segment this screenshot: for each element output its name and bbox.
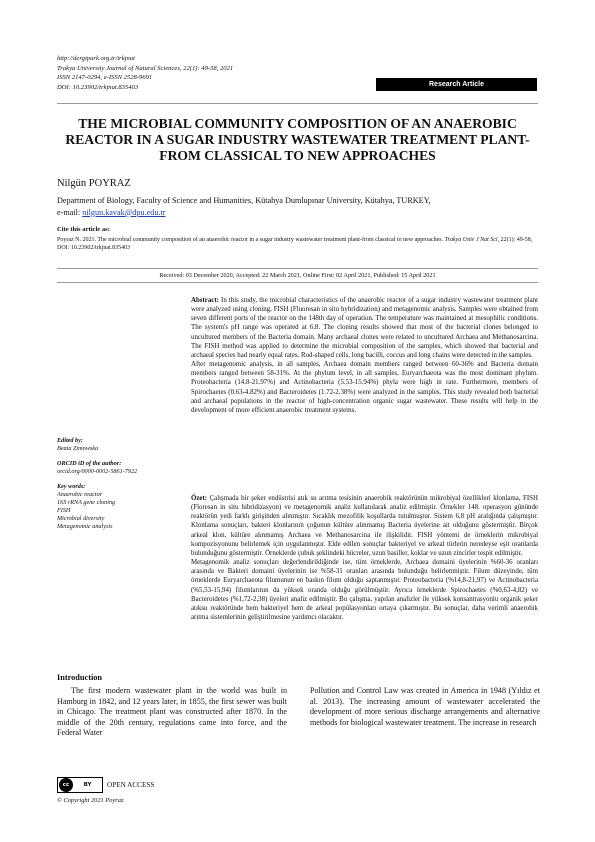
ozet-paragraph-2: Metagenomik analiz sonuçları değerlendirildiğinde ise, tüm örneklerde, Archaea domaini üyelerinin %60-36 oranları arasında ve Bakteri domaini üyelerinin ise %58-31 oranları arasında bulunduğu belirlenmiştir. Filum düzeyinde, tüm örneklerde Euryarchaeota filumunun en baskın filum olduğu saptanmıştır. Proteobacteria (%14,8-21,97) ve Actinobacteria (%5,53-15,94) filumlarının da yüksek oranda olduğu görülmüştür. Ayrıca örneklerde Spirochaetes (%0,63-4,82) ve Bacteroidetes (%1,72-2,38) üyeleri analiz edilmiştir. Bu çalışma, yapılan analizler ile yüksek konsantrasyonlu organik şeker atıksu reaktöründe hem bakteriyel hem de arkeal popülasyonları ortaya çıkarmıştır. Bu sonuçlar, daha verimli anaerobik arıtma sistemlerinin geliştirilmesine yardımcı olacaktır. <box>191 559 538 622</box>
introduction-heading: Introduction <box>57 673 103 682</box>
editor-block <box>57 437 182 453</box>
abstract-paragraph-2: After metagenomic analysis, in all samples, Archaea domain members ranged between 60-36% and Bacteria domain members ranged between 58-31%. At the phylum level, in all samples, Euryarchaeota was the most dominant phylum. Proteobacteria (14.8-21.97%) and Actinobacteria (5.53-15.94%) phyla were high in rate. Furthermore, members of Spirochaetes (0.63-4.82%) and Bacteroidetes (1.72-2.38%) were analyzed in the samples. This study revealed both bacterial and archaeal populations in the reactor of high-concentration organic sugar wastewater. These results will help in the development of more efficient anaerobic treatment systems. <box>191 361 538 414</box>
open-access-label: OPEN ACCESS <box>107 781 155 789</box>
article-sidebar <box>57 437 182 538</box>
keyword: FISH <box>57 507 71 514</box>
abstract-paragraph-1 <box>191 296 538 360</box>
email-link[interactable]: nilgun.kavak@dpu.edu.tr <box>82 207 166 217</box>
research-article-badge: Research Article <box>376 78 537 91</box>
header-divider <box>57 103 538 104</box>
edited-by-label: Edited by: <box>57 437 83 444</box>
cc-by-license-icon[interactable] <box>57 777 103 793</box>
cite-journal: Trakya Univ J Nat Sci, <box>444 237 500 243</box>
keyword: Metagenomic analysis <box>57 523 113 530</box>
keywords-label: Key words: <box>57 483 86 490</box>
cite-heading: Cite this article as: <box>57 226 110 233</box>
affiliation-text: Department of Biology, Faculty of Science and Humanities, Kütahya Dumlupınar University, Kütahya, TURKEY, <box>57 196 431 205</box>
editor-name: Beata Zimowska <box>57 445 99 452</box>
abstract-text-1: In this study, the microbial characteristics of the anaerobic reactor of a sugar industry wastewater treatment plant were analyzed using cloning, FISH (Fluoresan in situ hybridization) and metagenomic analysis. Samples were obtained from seven different ports of the reactor on the 148th day of operation. The temperature was maintained at mesophilic conditions. The system's pH range was operated at 6.8. The cloning results showed that most of the bacterial clones belonged to uncultured members of the Bacteria domain. Many archaeal clones were related to uncultured Archaea and Methanosarcina. The FISH method was applied to determine the microbial composition of the samples, which showed that bacterial and archaeal species had nearly equal rates. Rod-shaped cells, long bacilli, coccus and long chains were detected in the samples. <box>191 297 538 359</box>
intro-left-column: The first modern wastewater plant in the world was built in Hamburg in 1842, and 12 years later, in 1855, the first sewer was built in Chicago. The treatment plant was constructed after 1870. In the middle of the 20th century, regulations came into force, and the Federal Water <box>57 686 287 738</box>
article-dates: Received: 03 December 2020, Accepted: 22 March 2021, Online First: 02 April 2021, Published: 15 April 2021 <box>57 268 538 283</box>
ozet-text-1: Çalışmada bir şeker endüstrisi atık su arıtma tesisinin anaerobik reaktörünün mikrobiyal özellikleri klonlama, FISH (Floresan in situ hibridizasyon) ve metagenomik analiz kullanılarak analiz edilmiştir. Örnekler 148. operasyon gününde reaktörün yedi farklı girişinden alınmıştır. Sıcaklık mezofilik koşullarda tutulmuştur. Sistem 6,8 pH aralığında çalışmıştır. Klonlama sonuçları, bakteri klonlarının çoğunun kültüre alınmamış Bacteria üyelerine ait olduğunu göstermiştir. Birçok arkeal klon, kültüre alınmamış Archaea ve Methanosarcina ile ilişkilidir. FISH yöntemi de örneklerin mikrobiyal kompozisyonunu belirlemek için uygulanmıştır. Elde edilen sonuçlar bakteriyel ve arkeal türlerin neredeyse eşit oranlarda bulunduğunu göstermiştir. Örneklerde çubuk şeklindeki hücreler, uzun basiller, koklar ve uzun zincirler tespit edilmiştir. <box>191 495 538 557</box>
copyright-notice: © Copyright 2021 Poyraz <box>57 797 124 804</box>
ozet-paragraph-1 <box>191 494 538 558</box>
ozet-label: Özet: <box>191 495 208 502</box>
issn-line: ISSN 2147-0294, e-ISSN 2528-9691 <box>57 74 153 82</box>
journal-header <box>57 54 357 92</box>
cite-volume: 22(1): 49-58, DOI: 10.23902/trkjnat.835403 <box>57 237 533 252</box>
cc-icon: cc <box>59 778 73 792</box>
ozet <box>191 494 538 622</box>
orcid-link[interactable]: orcid.org/0000-0002-5861-7922 <box>57 468 138 475</box>
cite-text <box>57 236 538 253</box>
abstract-label: Abstract: <box>191 297 219 304</box>
cite-text-main: Poyraz N. 2021. The microbial community composition of an anaerobic reactor in a sugar industry wastewater treatment plant-from classical to new approaches. <box>57 237 444 243</box>
email-label: e-mail: <box>57 207 81 217</box>
author-affiliation <box>57 195 538 218</box>
journal-citation-line: Trakya University Journal of Natural Sciences, 22(1): 49-58, 2021 <box>57 64 234 72</box>
cite-section <box>57 226 538 253</box>
intro-right-column: Pollution and Control Law was created in America in 1948 (Yıldız et al. 2013). The increasing amount of wastewater accelerated the development of more serious discharge arrangements and alternative methods for biological wastewater treatment. The increase in research <box>310 686 540 727</box>
author-name: Nilgün POYRAZ <box>57 178 131 189</box>
by-icon: BY <box>83 782 92 788</box>
orcid-label: ORCID iD of the author: <box>57 460 122 467</box>
abstract <box>191 296 538 415</box>
article-title: THE MICROBIAL COMMUNITY COMPOSITION OF AN ANAEROBIC REACTOR IN A SUGAR INDUSTRY WASTEWATER TREATMENT PLANT-FROM CLASSICAL TO NEW APPROACHES <box>65 116 530 163</box>
keyword: 16S rRNA gene cloning <box>57 499 116 506</box>
journal-url: http://dergipark.org.tr/trkjnat <box>57 55 135 62</box>
keywords-block <box>57 483 182 531</box>
doi-line: DOI: 10.23902/trkjnat.835403 <box>57 83 139 91</box>
orcid-block <box>57 460 182 476</box>
keyword: Anaerobic reactor <box>57 491 103 498</box>
keyword: Microbial diversity <box>57 515 105 522</box>
